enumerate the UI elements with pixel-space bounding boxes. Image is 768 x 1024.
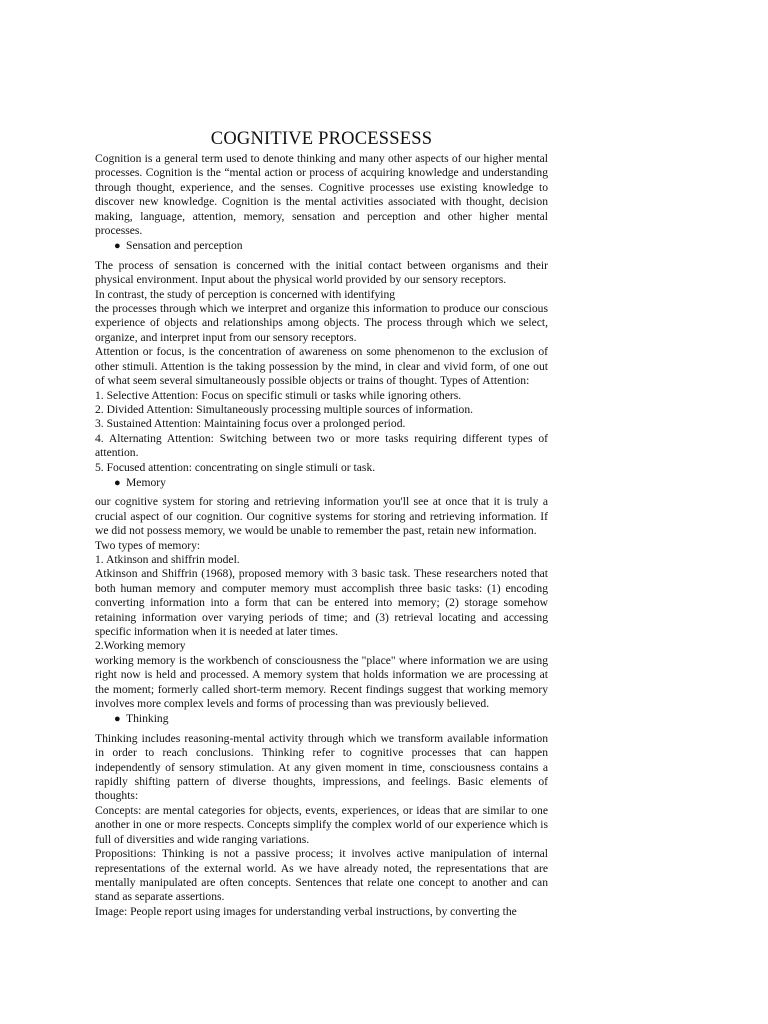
bullet-label: Sensation and perception: [126, 239, 243, 253]
memory-paragraph-1: our cognitive system for storing and retrieving information you'll see at once that it is truly a crucial aspect of our cognition. Our cognitive systems for storing and retrieving information. If we did not possess memory, we would be unable to remember the past, retain new information.: [95, 495, 548, 538]
attention-paragraph: Attention or focus, is the concentration of awareness on some phenomenon to the exclusion of other stimuli. Attention is the taking possession by the mind, in clear and vivid form, of one out of what seem several simultaneously possible objects or trains of thought. Types of Attention:: [95, 345, 548, 388]
document-page: [95, 128, 548, 919]
memory-paragraph-2: Atkinson and Shiffrin (1968), proposed memory with 3 basic task. These researchers noted that both human memory and computer memory must accomplish three basic tasks: (1) encoding converting information into a form that can be entered into memory; (2) storage somehow retaining information over varying periods of time; and (3) retrieval locating and accessing specific information when it is needed at later times.: [95, 567, 548, 638]
sensation-paragraph-3: the processes through which we interpret and organize this information to produce our conscious experience of objects and relationships among objects. The process through which we select, organize, and interpret input from our sensory receptors.: [95, 302, 548, 344]
bullet-label: Memory: [126, 475, 166, 489]
bullet-icon: ●: [114, 713, 121, 726]
memory-types-heading: Two types of memory:: [95, 538, 201, 552]
attention-type-3: 3. Sustained Attention: Maintaining focus over a prolonged period.: [95, 417, 406, 431]
intro-paragraph: Cognition is a general term used to denote thinking and many other aspects of our higher mental processes. Cognition is the “mental action or process of acquiring knowledge and understanding through thought, experience, and the senses. Cognitive processes use existing knowledge to discover new knowledge. Cognition is the mental activities associated with thought, decision making, language, attention, memory, sensation and perception and other higher mental processes.: [95, 152, 548, 238]
bullet-thinking: [95, 712, 548, 726]
sensation-paragraph-2: In contrast, the study of perception is concerned with identifying: [95, 287, 396, 301]
memory-paragraph-3: working memory is the workbench of consciousness the "place" where information we are using right now is held and processed. A memory system that holds information we are processing at the moment; formerly called short-term memory. Recent findings suggest that working memory involves more complex levels and forms of processing than was previously believed.: [95, 653, 548, 711]
thinking-paragraph-1: Thinking includes reasoning-mental activity through which we transform available information in order to reach conclusions. Thinking refer to cognitive processes that can happen independently of sensory stimulation. At any given moment in time, consciousness contains a rapidly shifting pattern of diverse thoughts, impressions, and feelings. Basic elements of thoughts:: [95, 731, 548, 803]
attention-type-2: 2. Divided Attention: Simultaneously processing multiple sources of information.: [95, 402, 474, 416]
attention-type-1: 1. Selective Attention: Focus on specific stimuli or tasks while ignoring others.: [95, 388, 462, 402]
document-title: COGNITIVE PROCESSESS: [210, 129, 433, 149]
bullet-icon: ●: [114, 476, 121, 489]
thinking-paragraph-4: Image: People report using images for understanding verbal instructions, by converting the: [95, 904, 517, 918]
attention-type-4: 4. Alternating Attention: Switching between two or more tasks requiring different types of attention.: [95, 431, 548, 460]
attention-type-5: 5. Focused attention: concentrating on single stimuli or task.: [95, 460, 376, 474]
thinking-paragraph-2: Concepts: are mental categories for objects, events, experiences, or ideas that are similar to one another in one or more respects. Concepts simplify the complex world of our experience which is full of diversities and wide ranging variations.: [95, 803, 548, 846]
thinking-paragraph-3: Propositions: Thinking is not a passive process; it involves active manipulation of internal representations of the external world. As we have already noted, the representations that are mentally manipulated are often concepts. Sentences that relate one concept to another and can stand as separate assertions.: [95, 847, 548, 904]
bullet-sensation-perception: [95, 239, 548, 253]
memory-model-1: 1. Atkinson and shiffrin model.: [95, 552, 240, 566]
bullet-label: Thinking: [126, 712, 169, 726]
sensation-paragraph-1: The process of sensation is concerned with the initial contact between organisms and their physical environment. Input about the physical world provided by our sensory receptors.: [95, 258, 548, 287]
bullet-icon: ●: [114, 240, 121, 253]
memory-model-2: 2.Working memory: [95, 639, 186, 653]
bullet-memory: [95, 476, 548, 490]
